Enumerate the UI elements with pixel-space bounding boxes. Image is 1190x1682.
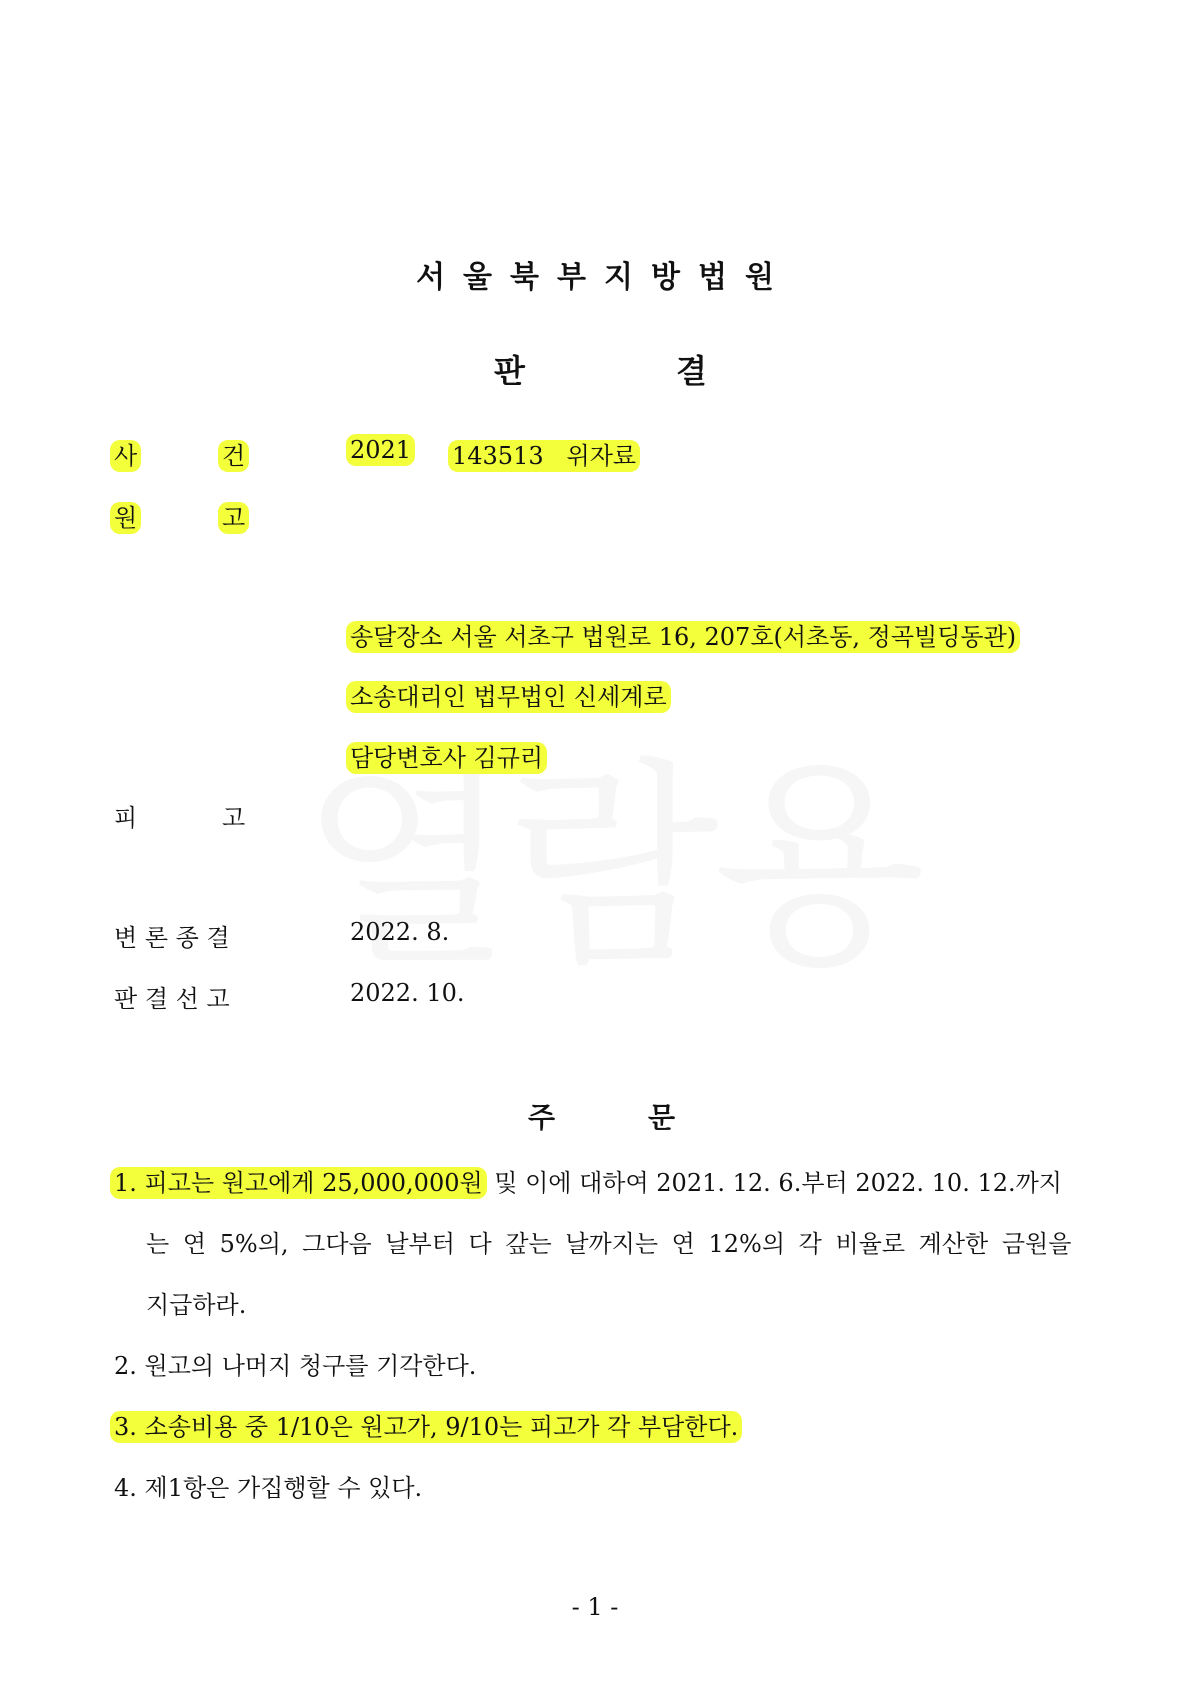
order-item-4: 4. 제1항은 가집행할 수 있다. [114,1474,423,1502]
plaintiff-label-a: 원 [110,502,141,534]
order-item-1-rest: 및 이에 대하여 2021. 12. 6.부터 2022. 10. 12.까지 [486,1169,1062,1197]
hearing-end-date: 2022. 8. [350,918,450,946]
page-number: - 1 - [571,1593,619,1621]
plaintiff-label-b: 고 [218,502,249,534]
order-title-left: 주 [528,1101,556,1134]
lawyer: 담당변호사 김규리 [346,742,547,774]
judgment-date-label: 판 결 선 고 [114,985,230,1013]
doc-title-left: 판 [494,352,525,390]
case-label-a: 사 [110,440,141,472]
order-item-1-line-2: 는 연 5%의, 그다음 날부터 다 갚는 날까지는 연 12%의 각 비율로 계산한 금원을 [146,1230,1072,1258]
defendant-label-a: 피 [114,804,138,832]
order-item-1-highlight: 1. 피고는 원고에게 25,000,000원 [110,1167,487,1199]
order-title-right: 문 [648,1101,676,1134]
attorney: 소송대리인 법무법인 신세계로 [346,681,671,713]
case-label-b: 건 [218,440,249,472]
hearing-end-label: 변 론 종 결 [114,924,230,952]
service-address: 송달장소 서울 서초구 법원로 16, 207호(서초동, 정곡빌딩동관) [346,621,1020,653]
order-item-2: 2. 원고의 나머지 청구를 기각한다. [114,1352,477,1380]
case-year: 2021 [346,434,415,466]
case-number-name [448,440,640,472]
order-item-1 [110,1163,1062,1198]
doc-title-right: 결 [676,352,707,390]
defendant-label-b: 고 [222,804,246,832]
case-number: 143513 [452,442,544,470]
order-item-1-line-3: 지급하라. [146,1291,247,1319]
court-name: 서울북부지방법원 [416,260,792,295]
case-name: 위자료 [566,442,637,470]
order-item-3: 3. 소송비용 중 1/10은 원고가, 9/10는 피고가 각 부담한다. [110,1411,742,1443]
judgment-date: 2022. 10. [350,979,465,1007]
